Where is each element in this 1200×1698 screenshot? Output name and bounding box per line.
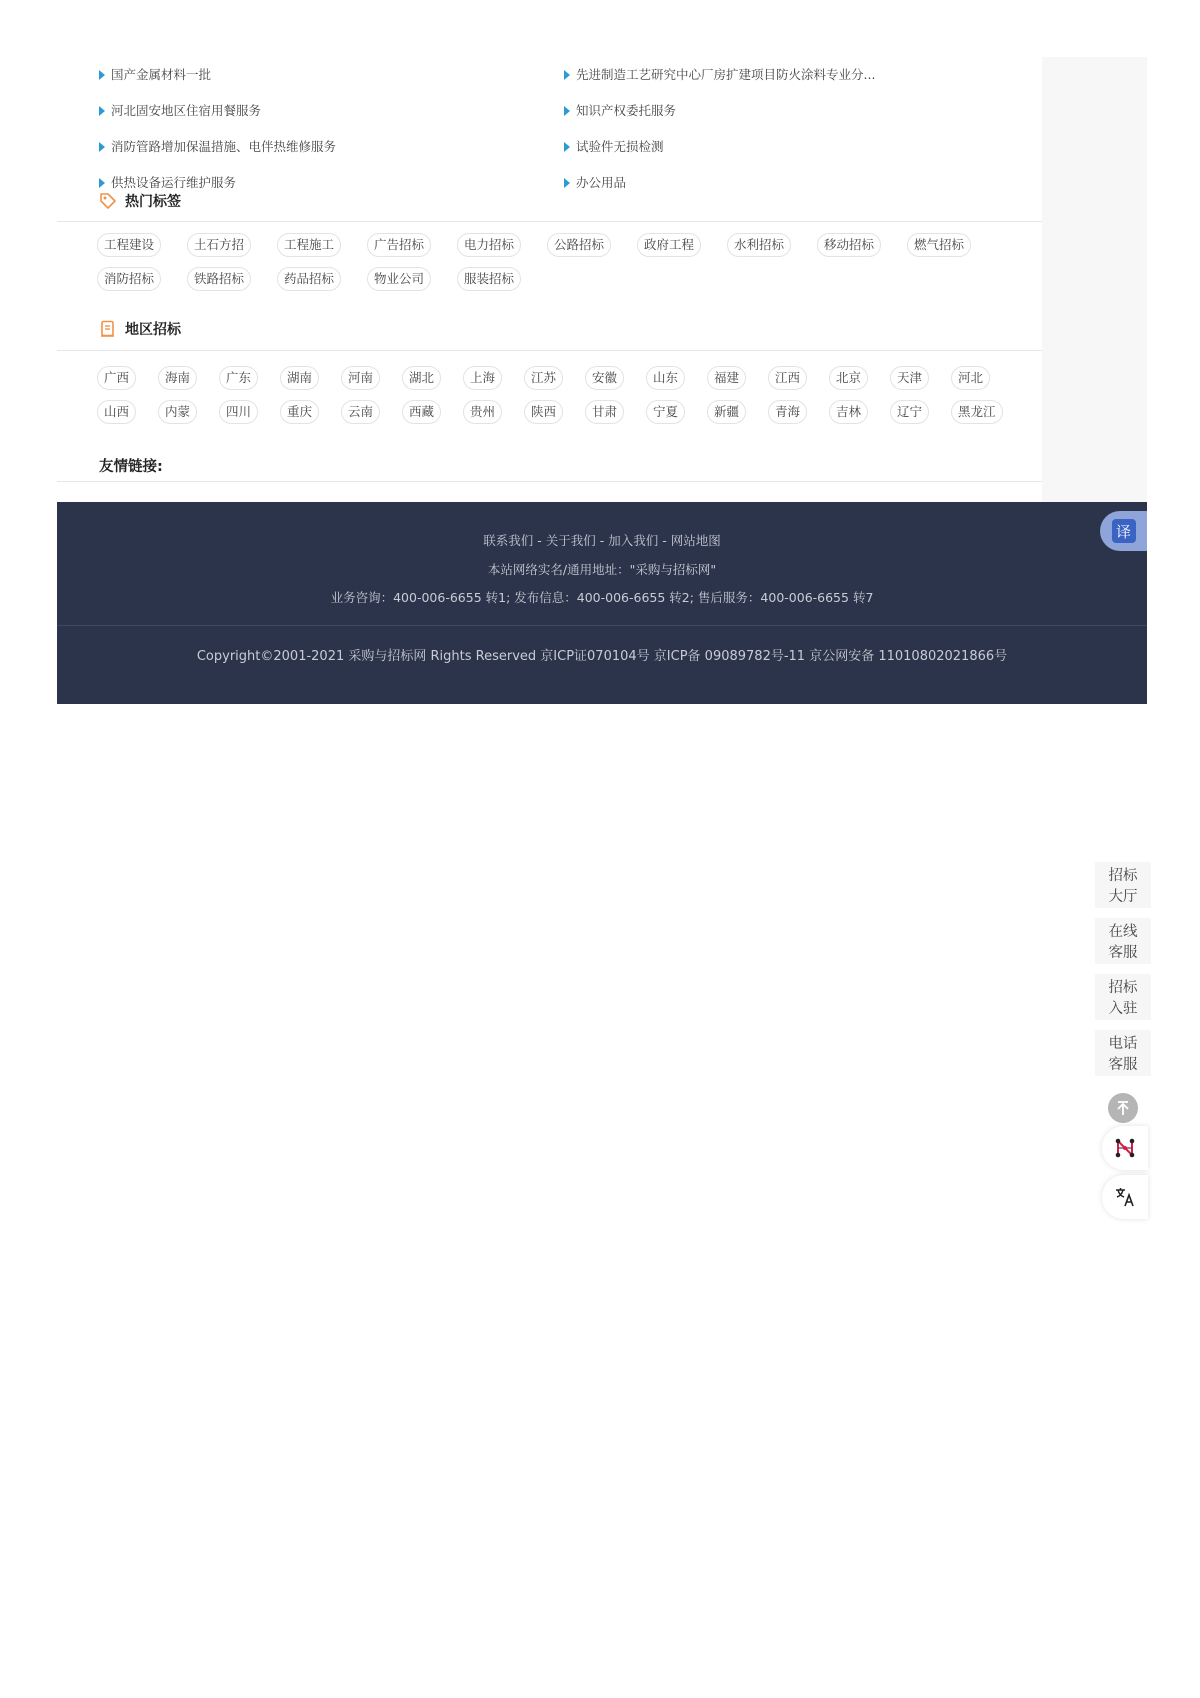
region-chip[interactable]: 天津 <box>890 366 929 390</box>
network-app-button[interactable] <box>1102 1126 1148 1170</box>
region-chip[interactable]: 广西 <box>97 366 136 390</box>
region-chip[interactable]: 河南 <box>341 366 380 390</box>
triangle-bullet-icon <box>564 142 570 152</box>
tag-icon <box>99 192 117 210</box>
list-item[interactable]: 国产金属材料一批 <box>99 65 211 83</box>
list-item[interactable]: 消防管路增加保温措施、电伴热维修服务 <box>99 137 336 155</box>
region-chip[interactable]: 青海 <box>768 400 807 424</box>
footer-link-about[interactable]: 关于我们 <box>545 533 596 548</box>
footer-link-separator: - <box>537 533 542 548</box>
hot-tag-chip[interactable]: 物业公司 <box>367 267 431 291</box>
region-chip[interactable]: 安徽 <box>585 366 624 390</box>
hot-tag-chip[interactable]: 土石方招 <box>187 233 251 257</box>
region-chip[interactable]: 内蒙 <box>158 400 197 424</box>
region-chip[interactable]: 陕西 <box>524 400 563 424</box>
region-chip[interactable]: 重庆 <box>280 400 319 424</box>
triangle-bullet-icon <box>564 70 570 80</box>
section-divider <box>57 481 1042 482</box>
region-chip[interactable]: 广东 <box>219 366 258 390</box>
float-button-online-service[interactable]: 在线 客服 <box>1095 918 1151 964</box>
translate-tab[interactable] <box>1100 511 1147 551</box>
hot-tag-chip[interactable]: 工程建设 <box>97 233 161 257</box>
region-chip[interactable]: 吉林 <box>829 400 868 424</box>
region-chip[interactable]: 湖北 <box>402 366 441 390</box>
main-content <box>57 57 1042 502</box>
region-chip[interactable]: 上海 <box>463 366 502 390</box>
list-item[interactable]: 知识产权委托服务 <box>564 101 676 119</box>
region-chip[interactable]: 四川 <box>219 400 258 424</box>
footer-phone-info: 业务咨询：400-006-6655 转1; 发布信息：400-006-6655 转2; 售后服务：400-006-6655 转7 <box>330 590 874 605</box>
translate-icon <box>1114 1186 1136 1208</box>
hot-tag-chip[interactable]: 水利招标 <box>727 233 791 257</box>
translate-icon: 译 <box>1112 519 1136 543</box>
hot-tag-chip[interactable]: 工程施工 <box>277 233 341 257</box>
page-frame <box>57 57 1147 729</box>
hot-tag-chip[interactable]: 移动招标 <box>817 233 881 257</box>
region-chip[interactable]: 辽宁 <box>890 400 929 424</box>
section-divider <box>57 221 1042 222</box>
list-item[interactable]: 先进制造工艺研究中心厂房扩建项目防火涂料专业分... <box>564 65 875 83</box>
list-item[interactable]: 办公用品 <box>564 173 626 191</box>
triangle-bullet-icon <box>99 106 105 116</box>
region-chip[interactable]: 甘肃 <box>585 400 624 424</box>
hot-tags-heading <box>99 191 181 211</box>
region-chip[interactable]: 新疆 <box>707 400 746 424</box>
hot-tag-chip[interactable]: 广告招标 <box>367 233 431 257</box>
list-item[interactable]: 试验件无损检测 <box>564 137 664 155</box>
hot-tags-title: 热门标签 <box>125 194 181 210</box>
list-item[interactable]: 河北固安地区住宿用餐服务 <box>99 101 261 119</box>
region-chip[interactable]: 西藏 <box>402 400 441 424</box>
region-chip[interactable]: 湖南 <box>280 366 319 390</box>
hot-tag-chip[interactable]: 电力招标 <box>457 233 521 257</box>
region-list <box>97 366 1017 426</box>
triangle-bullet-icon <box>564 106 570 116</box>
hot-tag-chip[interactable]: 铁路招标 <box>187 267 251 291</box>
region-chip[interactable]: 河北 <box>951 366 990 390</box>
footer-link-separator: - <box>599 533 605 548</box>
triangle-bullet-icon <box>99 142 105 152</box>
footer-link-contact[interactable]: 联系我们 <box>483 533 534 548</box>
friend-links-title: 友情链接: <box>99 459 163 475</box>
side-panel <box>1042 57 1147 502</box>
footer-link-join[interactable]: 加入我们 <box>608 533 659 548</box>
triangle-bullet-icon <box>99 178 105 188</box>
hot-tags-list <box>97 233 1017 293</box>
section-divider <box>57 350 1042 351</box>
regions-title: 地区招标 <box>125 322 181 338</box>
region-chip[interactable]: 贵州 <box>463 400 502 424</box>
region-chip[interactable]: 云南 <box>341 400 380 424</box>
network-logo-icon <box>1114 1137 1136 1159</box>
footer-link-sitemap[interactable]: 网站地图 <box>670 533 721 548</box>
hot-tag-chip[interactable]: 政府工程 <box>637 233 701 257</box>
triangle-bullet-icon <box>99 70 105 80</box>
footer-divider <box>57 625 1147 626</box>
region-chip[interactable]: 北京 <box>829 366 868 390</box>
hot-tag-chip[interactable]: 消防招标 <box>97 267 161 291</box>
tender-list <box>99 57 1019 190</box>
footer-site-name: 本站网络实名/通用地址："采购与招标网" <box>487 562 717 577</box>
arrow-up-icon <box>1115 1100 1131 1116</box>
regions-heading <box>99 319 181 339</box>
region-chip[interactable]: 福建 <box>707 366 746 390</box>
list-item[interactable]: 供热设备运行维护服务 <box>99 173 236 191</box>
footer-copyright: Copyright©2001-2021 采购与招标网 Rights Reserved 京ICP证070104号 京ICP备 09089782号-11 京公网安备 11010802021866号 <box>196 649 1008 664</box>
hot-tag-chip[interactable]: 燃气招标 <box>907 233 971 257</box>
float-button-phone-service[interactable]: 电话 客服 <box>1095 1030 1151 1076</box>
region-chip[interactable]: 江西 <box>768 366 807 390</box>
region-chip[interactable]: 山西 <box>97 400 136 424</box>
float-button-tender-join[interactable]: 招标 入驻 <box>1095 974 1151 1020</box>
footer-links <box>57 531 1147 549</box>
friend-links-heading <box>99 455 163 476</box>
document-icon <box>99 320 117 338</box>
hot-tag-chip[interactable]: 药品招标 <box>277 267 341 291</box>
triangle-bullet-icon <box>564 178 570 188</box>
hot-tag-chip[interactable]: 服装招标 <box>457 267 521 291</box>
region-chip[interactable]: 山东 <box>646 366 685 390</box>
hot-tag-chip[interactable]: 公路招标 <box>547 233 611 257</box>
back-to-top-button[interactable] <box>1108 1093 1138 1123</box>
region-chip[interactable]: 黑龙江 <box>951 400 1003 424</box>
float-button-tender-hall[interactable]: 招标 大厅 <box>1095 862 1151 908</box>
translate-button[interactable] <box>1102 1175 1148 1219</box>
footer-link-separator: - <box>662 533 667 548</box>
region-chip[interactable]: 江苏 <box>524 366 563 390</box>
footer <box>57 502 1147 704</box>
region-chip[interactable]: 宁夏 <box>646 400 685 424</box>
region-chip[interactable]: 海南 <box>158 366 197 390</box>
